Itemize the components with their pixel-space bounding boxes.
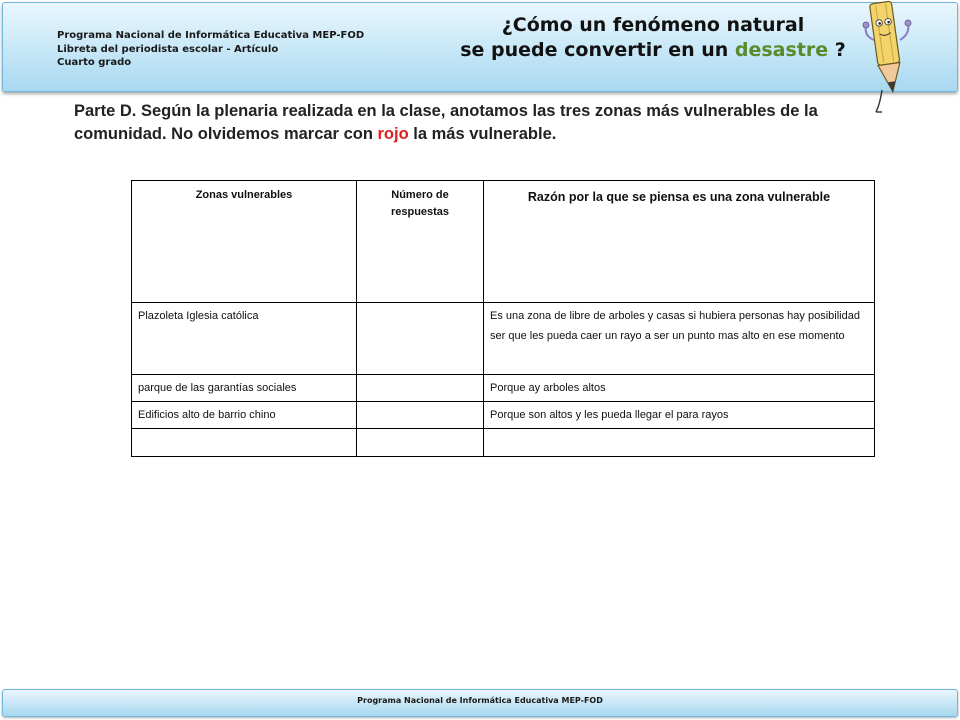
header-zones: Zonas vulnerables: [132, 181, 357, 303]
reason-cell[interactable]: Es una zona de libre de arboles y casas si hubiera personas hay posibilidad ser que les pueda caer un rayo a ser un punto mas alto en ese momento: [484, 303, 875, 375]
table-row: [132, 429, 875, 457]
page-title: [443, 13, 863, 63]
title-line-2-end: ?: [828, 39, 846, 61]
zone-cell[interactable]: [132, 429, 357, 457]
zone-cell[interactable]: parque de las garantías sociales: [132, 375, 357, 402]
header-info: [57, 29, 364, 70]
instruction-start: Parte D. Según la plenaria realizada en la clase, anotamos las tres zonas más vulnerables de la comunidad. No olvidemos marcar con: [74, 102, 818, 143]
footer-bar: [2, 689, 958, 717]
title-accent-word: desastre: [734, 39, 829, 61]
instruction-red-word: rojo: [377, 125, 409, 143]
title-line-2-start: se puede convertir en un: [460, 39, 735, 61]
title-line-2: [443, 38, 863, 63]
reason-cell[interactable]: Porque son altos y les pueda llegar el para rayos: [484, 402, 875, 429]
zone-cell[interactable]: Plazoleta Iglesia católica: [132, 303, 357, 375]
instruction-end: la más vulnerable.: [408, 125, 557, 143]
table-row: [132, 375, 875, 402]
notebook-name: Libreta del periodista escolar - Artículo: [57, 43, 279, 55]
program-name: Programa Nacional de Informática Educativa MEP-FOD: [57, 30, 365, 41]
footer-text: Programa Nacional de Informática Educativa MEP-FOD: [357, 696, 603, 705]
zone-cell[interactable]: Edificios alto de barrio chino: [132, 402, 357, 429]
header-bar: [2, 2, 958, 92]
title-line-1: ¿Cómo un fenómeno natural: [501, 14, 805, 36]
instruction-text: [74, 100, 914, 146]
pencil-mascot-icon: [858, 0, 918, 116]
count-cell[interactable]: [357, 402, 484, 429]
reason-cell[interactable]: [484, 429, 875, 457]
count-cell[interactable]: [357, 429, 484, 457]
header-count: Número de respuestas: [357, 181, 484, 303]
reason-cell[interactable]: Porque ay arboles altos: [484, 375, 875, 402]
table-row: [132, 402, 875, 429]
header-reason: Razón por la que se piensa es una zona vulnerable: [484, 181, 875, 303]
table-header-row: [132, 181, 875, 303]
table-row: [132, 303, 875, 375]
count-cell[interactable]: [357, 375, 484, 402]
vulnerable-zones-table: [131, 180, 875, 457]
grade-label: Cuarto grado: [57, 57, 132, 68]
count-cell[interactable]: [357, 303, 484, 375]
